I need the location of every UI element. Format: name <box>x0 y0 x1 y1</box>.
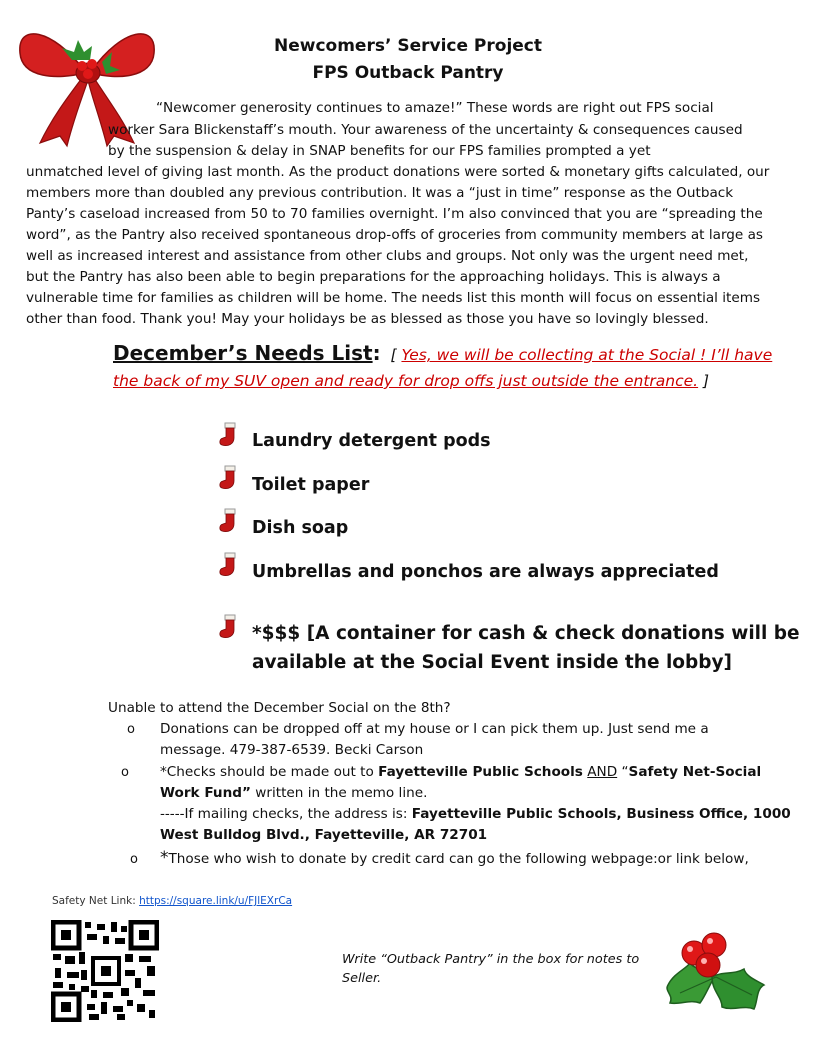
needs-item: Toilet paper <box>252 475 370 495</box>
intro-line: members more than doubled any previous contribution. It was a “just in time” response as the Outback <box>26 185 734 201</box>
needs-heading-title: December’s Needs List <box>113 341 373 365</box>
stocking-icon <box>218 552 240 578</box>
intro-line: Panty’s caseload increased from 50 to 70 families overnight. I’m also convinced that you are “spreading the <box>26 206 763 222</box>
page-title: Newcomers’ Service Project <box>273 36 542 56</box>
intro-line: worker Sara Blickenstaff’s mouth. Your awareness of the uncertainty & consequences caused <box>108 122 743 138</box>
stocking-icon <box>218 614 240 640</box>
needs-heading: December’s Needs List: [ Yes, we will be collecting at the Social ! I’ll have the back of my SUV open and ready for drop offs just outside the entrance. ] <box>113 341 773 390</box>
holly-icon <box>660 925 770 1017</box>
intro-line: by the suspension & delay in SNAP benefits for our FPS families prompted a yet <box>108 143 651 159</box>
bullet-icon: o <box>127 722 135 737</box>
needs-item: Dish soap <box>252 518 349 538</box>
attend-bullet-text: message. 479-387-6539. Becki Carson <box>160 742 424 758</box>
intro-line: unmatched level of giving last month. As the product donations were sorted & monetary gifts calculated, our <box>26 164 770 180</box>
mail-address: West Bulldog Blvd., Fayetteville, AR 72701 <box>160 827 488 843</box>
needs-item: Umbrellas and ponchos are always appreciated <box>252 562 719 582</box>
intro-line: word”, as the Pantry also received spontaneous drop-offs of groceries from community members at large as <box>26 227 764 243</box>
intro-line: other than food. Thank you! May your holidays be as blessed as those you have so lovingly blessed. <box>26 311 709 327</box>
safety-net-link-line: Safety Net Link: https://square.link/u/FJlEXrCa <box>52 895 293 907</box>
stocking-icon <box>218 508 240 534</box>
checks-line: *Checks should be made out to Fayetteville Public Schools AND “Safety Net-Social <box>160 764 762 780</box>
stocking-icon <box>218 465 240 491</box>
attend-bullet-text: Donations can be dropped off at my house or I can pick them up. Just send me a <box>160 721 709 737</box>
needs-item: available at the Social Event inside the lobby] <box>252 652 732 673</box>
bullet-icon: o <box>121 765 129 780</box>
needs-item: *$$$ [A container for cash & check donations will be <box>252 623 800 644</box>
needs-item: Laundry detergent pods <box>252 431 491 451</box>
intro-line: “Newcomer generosity continues to amaze!” These words are right out FPS social <box>156 100 714 116</box>
intro-line: vulnerable time for families as children will be home. The needs list this month will focus on essential items <box>26 290 761 306</box>
page-subtitle: FPS Outback Pantry <box>312 63 504 83</box>
safety-net-link[interactable]: https://square.link/u/FJlEXrCa <box>139 895 293 907</box>
needs-note: Yes, we will be collecting at the Social ! I’ll have the back of my SUV open and ready for drop offs just outside the entrance. <box>113 346 773 390</box>
stocking-icon <box>218 422 240 448</box>
qr-code-icon[interactable] <box>51 920 159 1022</box>
intro-line: but the Pantry has also been able to begin preparations for the approaching holidays. This is always a <box>26 269 721 285</box>
attend-question: Unable to attend the December Social on the 8th? <box>108 700 451 716</box>
credit-line: *Those who wish to donate by credit card can go the following webpage:or link below, <box>160 848 749 868</box>
mail-line: -----If mailing checks, the address is: Fayetteville Public Schools, Business Office, 1000 <box>160 806 791 822</box>
intro-line: well as increased interest and assistance from other clubs and groups. Not only was the urgent need met, <box>26 248 749 264</box>
checks-line: Work Fund” written in the memo line. <box>160 785 428 801</box>
write-note: Write “Outback Pantry” in the box for notes to Seller. <box>342 952 640 986</box>
bullet-icon: o <box>130 852 138 867</box>
